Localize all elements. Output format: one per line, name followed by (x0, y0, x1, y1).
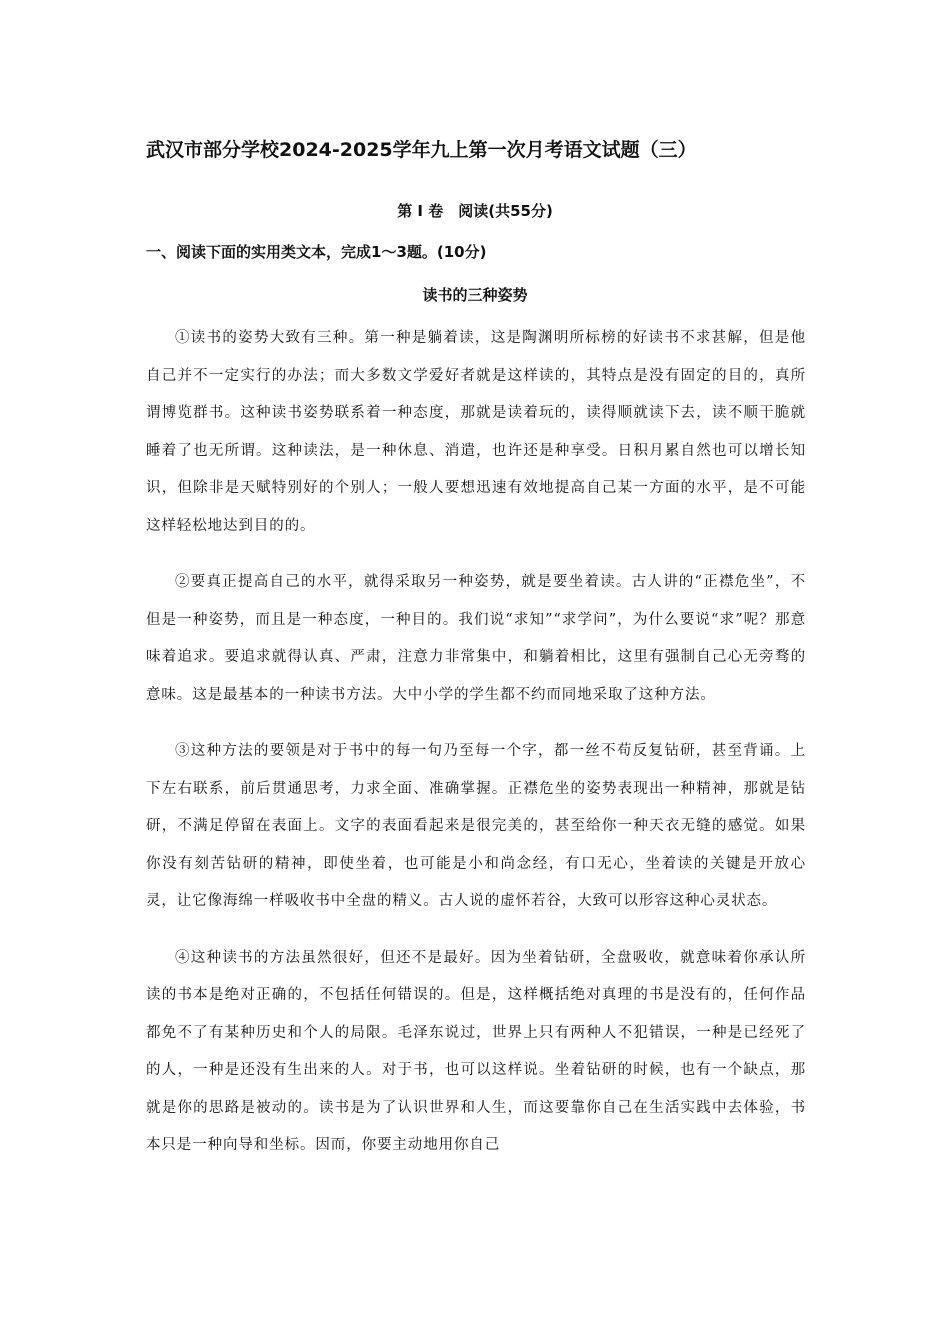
paragraph-1: ①读书的姿势大致有三种。第一种是躺着读，这是陶渊明所标榜的好读书不求甚解，但是他自己并不一定实行的办法；而大多数文学爱好者就是这样读的，其特点是没有固定的目的，真所谓博览群书。这种读书姿势联系着一种态度，那就是读着玩的，读得顺就读下去，读不顺干脆就睡着了也无所谓。这种读法，是一种休息、消遣，也许还是种享受。日积月累自然也可以增长知识，但除非是天赋特别好的个别人；一般人要想迅速有效地提高自己某一方面的水平，是不可能这样轻松地达到目的的。 (146, 330, 806, 534)
paragraph-4: ④这种读书的方法虽然很好，但还不是最好。因为坐着钻研，全盘吸收，就意味着你承认所读的书本是绝对正确的，不包括任何错误的。但是，这样概括绝对真理的书是没有的，任何作品都免不了有某种历史和个人的局限。毛泽东说过，世界上只有两种人不犯错误，一种是已经死了的人，一种是还没有生出来的人。对于书，也可以这样说。坐着钻研的时候，也有一个缺点，那就是你的思路是被动的。读书是为了认识世界和人生，而这要靠你自己在生活实践中去体验，书本只是一种向导和坐标。因而，你要主动地用你自己 (146, 949, 806, 1153)
paragraph-2: ②要真正提高自己的水平，就得采取另一种姿势，就是要坐着读。古人讲的“正襟危坐”，不但是一种姿势，而且是一种态度，一种目的。我们说“求知”“求学问”，为什么要说“求”呢？那意味着追求。要追求就得认真、严肃，注意力非常集中，和躺着相比，这里有强制自己心无旁骛的意味。这是最基本的一种读书方法。大中小学的学生都不约而同地采取了这种方法。 (146, 574, 806, 703)
section-title: 一、阅读下面的实用类文本，完成1～3题。(10分) (146, 243, 487, 261)
paragraph-3: ③这种方法的要领是对于书中的每一句乃至每一个字，都一丝不苟反复钻研，甚至背诵。上下左右联系，前后贯通思考，力求全面、准确掌握。正襟危坐的姿势表现出一种精神，那就是钻研，不满足停留在表面上。文字的表面看起来是很完美的，甚至给你一种天衣无缝的感觉。如果你没有刻苦钻研的精神，即使坐着，也可能是小和尚念经，有口无心，坐着读的关键是开放心灵，让它像海绵一样吸收书中全盘的精义。古人说的虚怀若谷，大致可以形容这种心灵状态。 (146, 743, 806, 909)
document-title: 武汉市部分学校2024-2025学年九上第一次月考语文试题（三） (146, 139, 697, 161)
article-body (146, 320, 806, 1184)
article-title: 读书的三种姿势 (422, 286, 528, 304)
volume-title: 第 I 卷 阅读(共55分) (397, 202, 553, 220)
